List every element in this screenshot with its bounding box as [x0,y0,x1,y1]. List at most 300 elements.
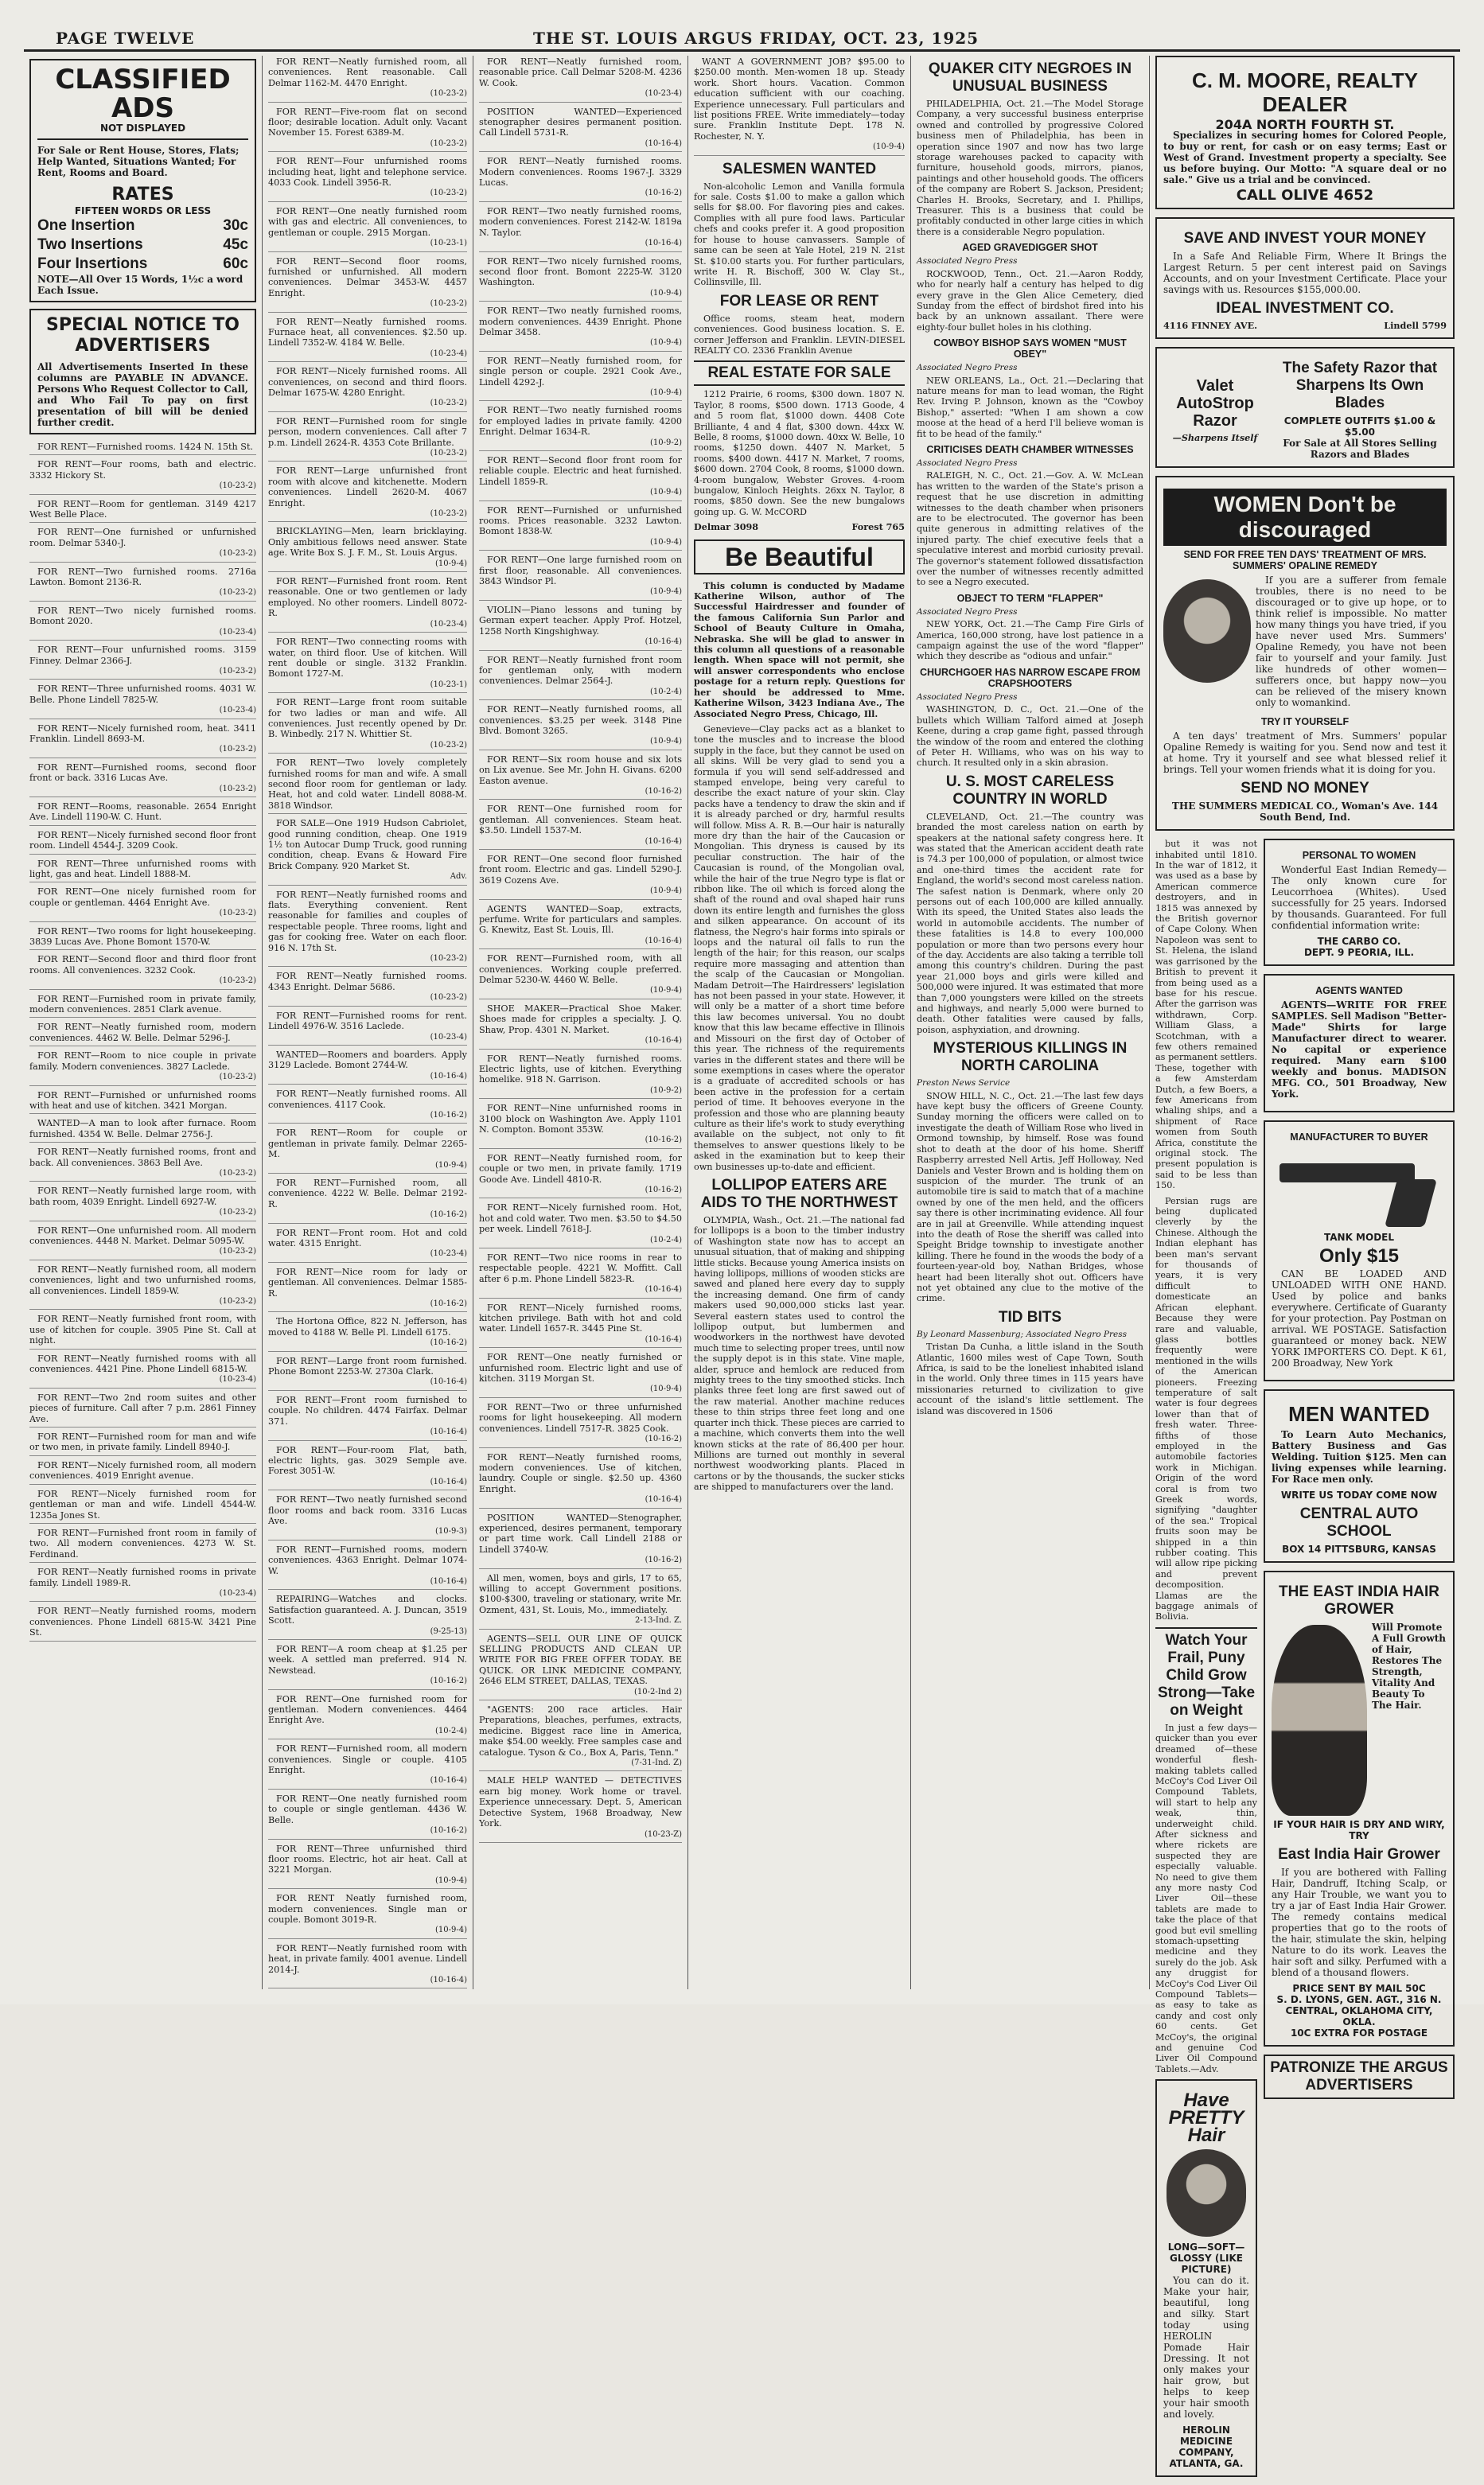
rates-note: NOTE—All Over 15 Words, 1½c a word Each Issue. [37,274,243,296]
be-beautiful-text: Genevieve—Clay packs act as a blanket to tone the muscles and to increase the blood supply in the face, but they cannot be used on all skins. Will be very glad to send you a formula if you will send self-addressed and stamped envelope, being very careful to describe the exact nature of your skin. Clay packs have a tendency to draw the skin and if it is already parched or dry, harmful results will follow. Miss A. R. B.—Our hair is naturally more dry than the hair of the Caucasion or Mongolian. This dryness is caused by its peculiar construction. The hair of the Caucasian is round, of the Mongolian oval, while the hair of the true Negro type is flat or ribbon like. The oil which is forced along the shaft of the round and oval shaped hair runs down its entire length and furnishes the gloss and silken appearance. On account of its flatness, the Negro's hair forms into spirals or loops and the natural oil falls to run the length of the hair; for this reason, our scalps require more massaging and attention than the scalp of the Caucasian or Mongolian. Madam Detroit—The Hairdressers' legislation has not been passed in your state. However, it will only be a matter of a short time before this law becomes universal. You no doubt know that this law became effective in Illinois and Missouri on the first day of October of this year. The richness of the requirements varies in the different states and there will be some exemptions in cases where the operator is a graduate of accredited schools or has been active in the profession for a certain period of time. It behooves everyone in the profession and those who are planning beauty culture as their life's work to study everything available on the subject, not only to fit themselves to answer questions likely to be asked in the examination but to keep their own businesses up-to-date and efficient. [694,723,905,1172]
classified-ad [268,1693,467,1740]
classified-subtitle: NOT DISPLAYED [99,123,186,134]
ad-text: FOR RENT—Two nicely furnished rooms. Bomont 2020. [29,605,256,627]
flapper-body: NEW YORK, Oct. 21.—The Camp Fire Girls of America, 160,000 strong, have lost patience in a campaign against the use of the word "flapper" which they describe as "odious and unfair." [917,619,1143,662]
classified-ad [29,605,256,641]
ad-text: FOR RENT—Furnished front room in family of two. All modern conveniences. 4273 W. St. Ferdinand. [29,1527,256,1560]
classified-ad [479,1053,682,1100]
ad-text: FOR RENT—One neatly furnished room to couple or single gentleman. 4436 W. Belle. [268,1793,467,1825]
classified-ad [268,1743,467,1790]
classified-ad [29,458,256,494]
ad-date: (10-23-2) [219,549,256,559]
phone: Forest 765 [851,521,905,533]
careless-body: CLEVELAND, Oct. 21.—The country was branded the most careless nation on earth by speakers at the national safety congress here. It was stated that the American accident death rate is 74.3 per 100,000 of population, or almost twice and one-third times the accident rate for England, the world's second most careless nation. The safest nation is Denmark, where only 20 persons out of each 100,000 are killed annually. With its speed, the United States also leads the world in automobile accidents. The number of these fatalities is 14.8 to every 100,000 population or more than two persons every hour of the day. Accidents are also taking a terrible toll among this country's children. During the past year 21,000 boys and girls were killed and 500,000 were injured. It was estimated that more than 7,000 youngsters were killed on the streets and highways, and nearly 5,000 were burned to death. Other fatalities were caused by falls, poison, asphyxiation, and drowning. [917,811,1143,1035]
column-6 [1150,56,1460,2470]
page-number: PAGE TWELVE [56,29,195,48]
ad-text: FOR RENT—Furnished room, all modern conveniences. Single or couple. 4105 Enright. [268,1743,467,1776]
classified-ad [268,106,467,153]
byline: By Leonard Massenburg; Associated Negro Press [917,1329,1128,1339]
ad-text: FOR RENT—Room for couple or gentleman in private family. Delmar 2265-M. [268,1128,467,1160]
ad-text: FOR RENT—Large front room furnished. Phone Bomont 2253-W. 2730a Clark. [268,1355,467,1377]
ad-date: (10-9-4) [434,559,467,568]
classified-ad [29,526,256,562]
notice-title: SPECIAL NOTICE TO ADVERTISERS [46,315,240,356]
ad-text: FOR RENT—Neatly furnished room with heat, in private family. 4001 avenue. Lindell 2014-J. [268,1942,467,1975]
ad-text: FOR RENT—Furnished room for man and wife or two men, in private family. Lindell 8940-J. [29,1431,256,1453]
classified-ad [479,1003,682,1050]
classified-title: CLASSIFIED ADS [55,64,231,124]
ad-text: "AGENTS: 200 race articles. Hair Preparations, bleaches, perfumes, extracts, medicine. Biggest race line in America, make $54.00 weekly. Free samples case and catalogue. Tyson & Co., Box A, Paris, Tenn." [479,1704,682,1758]
classified-ad [29,566,256,602]
ad-date: (10-9-4) [649,288,682,298]
ad-text: FOR RENT—One furnished room for gentleman. Modern conveniences. 4464 Enright Ave. [268,1693,467,1726]
moore-title: C. M. MOORE, REALTY DEALER [1191,68,1419,116]
rate-label: Two Insertions [37,236,143,253]
ad-date: (10-16-2) [430,1110,467,1120]
ad-text: FOR RENT—Nicely furnished rooms. All conveniences, on second and third floors. Delmar 1675-W. 4280 Enright. [268,366,467,398]
ad-text: FOR RENT—Neatly furnished rooms. All conveniences. 4117 Cook. [268,1089,467,1110]
classified-ad [29,1313,256,1349]
classified-ad [479,56,682,103]
ad-date: (10-16-2) [645,189,682,198]
ad-date: (10-16-4) [645,1036,682,1046]
classified-ad [29,993,256,1019]
women-main [1163,575,1447,713]
ad-text: FOR RENT—Furnished room in private family, modern conveniences. 2851 Clark avenue. [29,993,256,1015]
ad-text: FOR RENT—Neatly furnished front room for gentleman only, with modern conveniences. Delmar 2564-J. [479,654,682,687]
classified-ad [268,1127,467,1174]
rates-subtitle: FIFTEEN WORDS OR LESS [74,205,212,216]
ad-text: WANT A GOVERNMENT JOB? $95.00 to $250.00 month. Men-women 18 up. Steady work. Short hours. Vacation. Common education sufficient with our coaching. Experience unnecessary. Full particulars and list positions FREE. Write immediately—today sure. Franklin Institute Dept. 178 N. Rochester, N. Y. [694,56,905,142]
ad-text: FOR SALE—One 1919 Hudson Cabriolet, good running condition, cheap. One 1919 1½ ton Autocar Dump Truck, good running condition, cheap. Evans & Howard Fire Brick Company. 920 Market St. [268,818,467,871]
gun-title: MANUFACTURER TO BUYER [1290,1131,1428,1143]
classified-ad [29,1459,256,1485]
classified-ad [29,1225,256,1260]
ad-text: FOR RENT—Furnished rooms, modern conveniences. 4363 Enright. Delmar 1074-W. [268,1544,467,1576]
ad-date: (10-23-2) [430,449,467,458]
madison-agents-ad [1264,974,1455,1112]
ad-date: (10-16-4) [430,1477,467,1486]
ad-date: (10-16-4) [430,1377,467,1387]
ad-date: (10-23-2) [219,1168,256,1178]
ad-date: (10-23-2) [219,1208,256,1217]
rate-row [37,255,248,274]
ad-text: FOR RENT—Four rooms, bath and electric. 3332 Hickory St. [29,459,256,481]
lease-title: FOR LEASE OR RENT [719,292,879,310]
ad-date: (10-2-4) [649,687,682,696]
revolver-image [1272,1147,1447,1227]
valet-copy [1273,355,1447,460]
classified-ad [268,255,467,313]
flapper-title: OBJECT TO TERM "FLAPPER" [956,592,1104,604]
ad-text: FOR RENT—Second floor front room for reliable couple. Electric and heat furnished. Lindell 1859-R. [479,455,682,487]
ad-date: (10-16-4) [645,239,682,248]
ad-date: (10-2-4) [434,1726,467,1735]
ad-text: FOR RENT—Neatly furnished rooms. Electric lights, use of kitchen. Everything homelike. 918 N. Garrison. [479,1053,682,1085]
classified-ad [479,1252,682,1299]
byline: Associated Negro Press [917,256,1018,267]
classified-list-2 [268,56,467,1988]
chamber-body: RALEIGH, N. C., Oct. 21.—Gov. A. W. McLean has written to the warden of the State's prison a request that he use discretion in admitting witnesses to the death chamber when prisoners are to be electrocuted. The governor has been quite generous in admitting relatives of the injured party. The chief executive feels that a speculative interest and morbid curiosity prevail. The governor's statement followed dissatisfaction over the number of witnesses recently admitted to see a Negro executed. [917,470,1143,588]
byline: Associated Negro Press [917,606,1018,617]
herolin-ad [1155,2079,1257,2477]
ad-date: (10-16-4) [645,1285,682,1295]
ad-date: 2-13-Ind. Z. [635,1616,682,1626]
classified-ad [29,1264,256,1311]
ad-text: FOR RENT—Furnished room for single person, modern conveniences. Call after 7 p.m. Lindell 2624-R. 4353 Cote Brillante. [268,415,467,448]
classified-ad [479,355,682,402]
classified-ad [479,106,682,153]
ad-text: FOR RENT—Furnished or unfurnished rooms. Prices reasonable. 3232 Lawton. Bomont 1838-W. [479,504,682,537]
ad-text: FOR RENT—Nicely furnished room, all modern conveniences. 4019 Enright avenue. [29,1459,256,1482]
classified-ad [29,1527,256,1563]
ad-date: (10-23-4) [219,706,256,715]
ad-date: (10-23-1) [430,239,467,248]
classified-ad [268,575,467,633]
rate-label: Four Insertions [37,255,148,272]
women-body: If you are a sufferer from female troubles, there is no need to be discouraged or to give up hope, or to think relief is impossible. No matter how many things you have tried, if you have never used Mrs. Summers' Opaline Remedy, you have not been fair to yourself and your family. Just like hundreds of other women—sufferers once, but happy now—you can be relieved of the misery known only to womankind. [1256,575,1447,709]
women-try-body: A ten days' treatment of Mrs. Summers' popular Opaline Remedy is waiting for you. Send now and test it at home. Try it yourself and see what blessed relief it brings. Tell your women friends what it is doing for you. [1163,730,1447,776]
ad-text: FOR RENT—Rooms, reasonable. 2654 Enright Ave. Lindell 1190-W. C. Hunt. [29,800,256,823]
ad-date: (10-23-4) [430,619,467,629]
right-ads-column [1264,839,1455,2485]
classified-ad [29,644,256,680]
ad-text: FOR RENT—Neatly furnished rooms. 4343 Enright. Delmar 5686. [268,971,467,992]
ad-text: FOR RENT—Two rooms for light housekeeping. 3839 Lucas Ave. Phone Bomont 1570-W. [29,925,256,948]
classified-ad [29,1353,256,1389]
classified-ad [268,1942,467,1989]
ad-date: (10-9-4) [872,142,905,152]
classified-ad [479,654,682,701]
ad-text: FOR RENT—One furnished or unfurnished room. Delmar 5340-J. [29,527,256,548]
ad-date: (10-23-2) [430,954,467,964]
ad-text: FOR RENT—Nice room for lady or gentleman. All conveniences. Delmar 1585-R. [268,1266,467,1299]
classified-ad [268,205,467,252]
ad-text: FOR RENT—Neatly furnished front room, with use of kitchen for couple. 3905 Pine St. Call at night. [29,1314,256,1346]
phone: Delmar 3098 [694,521,759,533]
ad-date: (10-23-2) [219,976,256,986]
ad-text: FOR RENT—Nicely furnished room for gentleman or man and wife. Lindell 4544-W. 1235a Jones St. [29,1488,256,1521]
classified-ad [268,316,467,363]
classified-ad [29,1566,256,1602]
personal-title: PERSONAL TO WOMEN [1302,850,1416,862]
classified-ad [479,305,682,352]
valet-note: For Sale at All Stores Selling Razors and Blades [1283,438,1437,461]
ad-text: WANTED—Roomers and boarders. Apply 3129 Laclede. Bomont 2744-W. [268,1049,467,1071]
ad-date: (10-16-2) [645,1556,682,1565]
save-contact [1163,321,1447,331]
ad-text: FOR RENT—Front room. Hot and cold water. 4315 Enright. [268,1227,467,1248]
classified-ad [29,1185,256,1221]
ad-text: FOR RENT—Two 2nd room suites and other pieces of furniture. Call after 7 p.m. 2861 Finney Ave. [29,1392,256,1424]
woman-portrait-image [1167,2149,1246,2237]
column-4 [688,56,911,1989]
rate-row [37,216,248,236]
ad-date: (10-23-2) [219,784,256,793]
ad-date: (10-16-4) [645,836,682,846]
classified-ad [479,1572,682,1630]
personal-address: DEPT. 9 PEORIA, ILL. [1303,947,1415,959]
classified-ad [268,1315,467,1351]
gun-price: Only $15 [1318,1245,1400,1268]
ad-date: (10-9-4) [434,1875,467,1885]
personal-company: THE CARBO CO. [1317,936,1401,948]
classified-ad [29,1392,256,1428]
classified-ad [29,886,256,921]
ad-date: (10-9-4) [649,587,682,597]
ad-text: FOR RENT—Two neatly furnished rooms, modern conveniences. Forest 2142-W. 1819a N. Taylor. [479,205,682,238]
classified-ad [479,903,682,950]
ad-text: FOR RENT—Two connecting rooms with water, on third floor. Use of kitchen. Will rent double or single. 3132 Franklin. Bomont 1727-M. [268,637,467,680]
ad-date: (10-16-4) [430,1576,467,1586]
hair-side: Will Promote A Full Growth of Hair, Restores The Strength, Vitality And Beauty To The Hair. [1372,1622,1446,1712]
salesmen-body: Non-alcoholic Lemon and Vanilla formula for sale. Costs $1.00 to make a gallon which sells for $8.00. For flavoring pies and cakes. Complies with all pure food laws. Particular chefs and cooks prefer it. A good proposition for house to house canvassers. Sample of same can be seen at Yale Hotel, 219 N. 21st St. $10.00 starts you. For further particulars, write H. R. Bischoff, 300 W. Clay St., Collinsville, Ill. [694,181,905,288]
classified-ad [268,889,467,968]
ad-date: (10-16-2) [430,1826,467,1836]
ad-date: (9-25-13) [430,1626,467,1636]
ad-date: (10-23-2) [430,399,467,408]
byline: Preston News Service [917,1078,1011,1089]
classified-ad [29,925,256,951]
save-name: IDEAL INVESTMENT CO. [1216,299,1394,317]
classified-ad [268,1793,467,1840]
ad-date: (10-2-Ind 2) [634,1687,682,1696]
ad-text: FOR RENT—One large furnished room on first floor, reasonable. All conveniences. 3843 Windsor Pl. [479,555,682,587]
classified-ad [268,1494,467,1540]
classified-ad [268,1177,467,1224]
ad-text: FOR RENT—Furnished rooms for rent. Lindell 4976-W. 3516 Laclede. [268,1010,467,1032]
pretty-hair-company: HEROLIN MEDICINE COMPANY, ATLANTA, GA. [1169,2425,1244,2470]
classified-ad [479,703,682,750]
classified-ad [479,754,682,800]
moore-phone: CALL OLIVE 4652 [1236,187,1374,204]
frail-child-title: Watch Your Frail, Puny Child Grow Strong—Take on Weight [1155,1627,1257,1720]
ad-date: (10-16-2) [430,1338,467,1348]
right-lower-row [1155,839,1455,2485]
classified-ad [268,415,467,462]
classified-list-3 [479,56,682,1843]
classified-ad [479,1401,682,1448]
ad-text: FOR RENT—Two furnished rooms. 2716a Lawton. Bomont 2136-R. [29,566,256,588]
be-beautiful-intro: This column is conducted by Madame Katherine Wilson, author of The Successful Hairdresser and founder of the famous California Sun Parlor and School of Beauty Culture in Omaha, Nebraska. She will be glad to answer in this column all questions of a reasonable length. When space will not permit, she will answer correspondents who enclose postage for a return reply. Questions for her should be addressed to Mme. Katherine Wilson, 3423 Indiana Ave., The Associated Negro Press, Chicago, Ill. [694,579,905,719]
classified-ad [268,365,467,412]
ad-date: (10-16-4) [645,1334,682,1344]
church-body: WASHINGTON, D. C., Oct. 21.—One of the bullets which William Talford aimed at Joseph Keene, during a crap game fight, passed through the window of the room and entered the clothing of Peter H. Williams, who was on his way to church. It resulted only in a skin abrasion. [917,704,1143,769]
ad-date: (10-23-2) [219,909,256,918]
ad-date: (10-16-4) [645,936,682,945]
rates-title: RATES [111,185,174,204]
ad-text: POSITION WANTED—Stenographer, experienced, desires permanent, temporary or part time work. Call Lindell 2188 or Lindell 3740-W. [479,1512,682,1555]
agents-body: AGENTS—WRITE FOR FREE SAMPLES. Sell Madison "Better-Made" Shirts for large Manufacturer direct to wearer. No capital or experience required. Many earn $100 weekly and bonus. MADISON MFG. CO., 501 Broadway, New York. [1272,999,1447,1100]
ad-date: (10-16-4) [645,637,682,647]
ad-date: (10-23-2) [430,89,467,99]
classified-ad [29,1050,256,1085]
ad-date: (10-16-2) [430,1299,467,1309]
classified-ad [268,757,467,814]
ad-date: (10-16-4) [430,1975,467,1984]
classified-ad [29,1431,256,1456]
ad-date: (10-23-2) [219,588,256,598]
classified-ad [29,1488,256,1524]
ad-text: FOR RENT Neatly furnished room, modern conveniences. Single man or couple. Bomont 3019-R. [268,1893,467,1925]
ad-date: (10-16-2) [645,1435,682,1444]
byline: Associated Negro Press [917,691,1018,702]
gun-model: TANK MODEL [1323,1232,1394,1244]
special-notice [29,309,256,434]
ad-date: (10-16-4) [430,1776,467,1786]
ad-date: (10-23-2) [219,1297,256,1306]
classified-ad [479,1102,682,1149]
gun-body: CAN BE LOADED AND UNLOADED WITH ONE HAND. Used by police and banks everywhere. Certificate of Guaranty for your protection. Pay Postman on arrival. WE POSTAGE. Satisfaction guaranteed or money back. NEW YORK IMPORTERS CO. Dept. K 61, 200 Broadway, New York [1272,1268,1447,1369]
ad-date: (10-23-2) [430,189,467,198]
notice-body: All Advertisements Inserted In these columns are PAYABLE IN ADVANCE. Persons Who Request Collector to Call, and Who Fail To pay on first presentation of bill will be denied further credit. [37,361,248,428]
valet-razor-ad [1155,347,1455,468]
classified-ad [268,56,467,103]
ad-text: FOR RENT—Neatly furnished rooms, all conveniences. $3.25 per week. 3148 Pine Blvd. Bomont 3265. [479,704,682,736]
auto-school-name: CENTRAL AUTO SCHOOL [1299,1505,1419,1540]
ad-date: (10-23-4) [430,1249,467,1259]
rate-row [37,236,248,255]
classified-ad [479,1202,682,1248]
ad-text: FOR RENT—One furnished room for gentleman. All conveniences. Steam heat. $3.50. Lindell 1537-M. [479,804,682,836]
ad-text: BRICKLAYING—Men, learn bricklaying. Only ambitious fellows need answer. State age. Write Box S. J. F. M., St. Louis Argus. [268,526,467,559]
ad-date: (10-23-4) [219,1375,256,1385]
rate-price: 45c [223,236,248,253]
ad-text: FOR RENT—One neatly furnished room with gas and electric. All conveniences, to gentleman or couple. 2915 Morgan. [268,205,467,238]
ad-text: FOR RENT—Front room furnished to couple. No children. 4474 Fairfax. Delmar 371. [268,1394,467,1427]
ad-text: FOR RENT—Neatly furnished room, all modern conveniences, light and two unfurnished rooms, all conveniences. Lindell 1859-W. [29,1264,256,1296]
ad-text: FOR RENT—Large unfurnished front room with alcove and kitchenette. Modern conveniences. Lindell 2620-M. 4067 Enright. [268,465,467,508]
ad-date: (10-23-2) [430,740,467,750]
rate-price: 30c [223,217,248,234]
ad-text: FOR RENT—Furnished front room. Rent reasonable. One or two gentlemen or lady employed. No other roomers. Lindell 8072-R. [268,576,467,619]
classified-ad [268,1394,467,1441]
salesmen-title: SALESMEN WANTED [722,160,877,177]
phone: Lindell 5799 [1384,319,1447,331]
ad-text: FOR RENT—Neatly furnished room, all conveniences. Rent reasonable. Call Delmar 1162-M. 4470 Enright. [268,56,467,88]
ad-date: (10-9-4) [649,488,682,497]
ad-date: (10-9-4) [649,338,682,348]
classified-ad [479,155,682,202]
ad-text: FOR RENT—Three unfurnished rooms. 4031 W. Belle. Phone Lindell 7825-W. [29,684,256,705]
classified-ad [268,1049,467,1085]
careless-title: U. S. MOST CARELESS COUNTRY IN WORLD [945,773,1115,808]
ad-date: (10-16-4) [430,1428,467,1437]
ad-date: (10-23-4) [645,89,682,99]
hair-title: THE EAST INDIA HAIR GROWER [1279,1583,1439,1618]
ad-date: (10-9-4) [434,1160,467,1170]
auto-school-ad [1264,1389,1455,1563]
classified-ad [268,696,467,754]
classified-ad [29,1117,256,1143]
ad-text: FOR RENT—Two nicely furnished rooms, second floor front. Bomont 2225-W. 3120 Washington. [479,255,682,288]
chamber-title: CRITICISES DEATH CHAMBER WITNESSES [926,443,1134,455]
valet-tag: —Sharpens Itself [1172,431,1258,443]
column-3 [473,56,688,1989]
carbo-ad [1264,839,1455,966]
ad-date: (10-23-4) [430,349,467,358]
killings-title: MYSTERIOUS KILLINGS IN NORTH CAROLINA [933,1040,1128,1075]
byline: Associated Negro Press [917,363,1018,373]
ad-date: (10-23-2) [219,1073,256,1082]
ad-date: (10-23-2) [430,299,467,309]
ad-text: AGENTS—SELL OUR LINE OF QUICK SELLING PRODUCTS AND CLEAN UP. WRITE FOR BIG FREE OFFER TODAY. BE QUICK. OR LINK MEDICINE COMPANY, 2646 ELM STREET, DALLAS, TEXAS. [479,1633,682,1687]
moore-address: 204A NORTH FOURTH ST. [1215,117,1395,132]
ad-text: FOR RENT—A room cheap at $1.25 per week. A settled man preferred. 914 N. Newstead. [268,1644,467,1676]
classified-ad [479,952,682,999]
ad-text: REPAIRING—Watches and clocks. Satisfaction guaranteed. A. J. Duncan, 3519 Scott. [268,1594,467,1626]
ad-date: (10-16-2) [645,786,682,796]
ad-text: FOR RENT—Neatly furnished rooms. Modern conveniences. Rooms 1967-J. 3329 Lucas. [479,156,682,189]
ad-date: (10-23-2) [219,1247,256,1256]
realestate-phones [694,522,905,532]
classified-ad [268,1544,467,1591]
classified-ad [479,454,682,501]
ad-date: (10-9-4) [649,986,682,995]
women-send: SEND NO MONEY [1241,780,1369,797]
classified-ad [479,1512,682,1569]
ad-text: FOR RENT—Neatly furnished rooms, front and back. All conveniences. 3863 Bell Ave. [29,1147,256,1168]
ad-text: FOR RENT—Furnished rooms, second floor front or back. 3316 Lucas Ave. [29,761,256,784]
hair-body: If you are bothered with Falling Hair, Dandruff, Itching Scalp, or any Hair Trouble, we want you to try a jar of East India Hair Grower. The remedy contains medical properties that go to the roots of the hair, stimulate the skin, helping Nature to do its work. Leaves the hair soft and silky. Perfumed with a blend of a thousand flowers. [1272,1867,1447,1979]
tidbits-continued: but it was not inhabited until 1810. In the war of 1812, it was used as a base by American commerce destroyers, and in 1815 was annexed by the British governor of Cape Colony. When Napoleon was sent to St. Helena, the island was garrisoned by the British to prevent it from being used as a base for his rescue. After the garrison was withdrawn, Corp. William Glass, a Scotchman, with a few others remained as permanent settlers. These, together with a few Amsterdam Dutch, a few Boers, a few Americans from whaling ships, and a shipment of Race women from South Africa, constitute the original stock. The present population is said to be less than 150. [1155,839,1257,1191]
column-2 [263,56,473,1989]
long-hair-woman-image [1272,1625,1367,1816]
classified-ad [479,1774,682,1842]
classified-ad [29,761,256,797]
ad-text: FOR RENT—Large front room suitable for two ladies or man and wife. All conveniences. Just recently opened by Dr. B. Winbedly. 217 N. Whittier St. [268,697,467,740]
classified-ad [268,155,467,202]
realestate-title: REAL ESTATE FOR SALE [694,360,905,386]
patronize-banner: PATRONIZE THE ARGUS ADVERTISERS [1264,2055,1455,2099]
ad-text: AGENTS WANTED—Soap, extracts, perfume. Write for particulars and samples. G. Knewitz, East St. Louis, Ill. [479,903,682,936]
agents-title: AGENTS WANTED [1315,985,1403,997]
ad-text: FOR RENT—One unfurnished room. All modern conveniences. 4448 N. Market. Delmar 5095-W. [29,1225,256,1246]
ad-date: (10-9-4) [649,1385,682,1394]
east-india-hair-ad [1264,1571,1455,2047]
tidbits-facts: Persian rugs are being duplicated cleverly by the Chinese. Although the Indian elephant has been man's servant for thousands of years, it is very difficult to domesticate an African elephant. Because they were rare and valuable, glass bottles frequently were mentioned in the wills of the American pioneers. Freezing temperature of salt water is four degrees lower than that of fresh water. Three-fifths of those employed in the automobile factories work in Michigan. Origin of the word coral is from two Greek words, signifying "daughter of the sea." Tropical fruits soon may be shipped in a thin rubber coating. This will allow ripe picking and prevent decomposition. Llamas are the baggage animals of Bolivia. [1155,1195,1257,1622]
classified-ad [29,953,256,989]
ad-text: FOR RENT—Two nice rooms in rear to respectable people. 4221 W. Moffitt. Call after 6 p.m. Phone Lindell 5823-R. [479,1252,682,1284]
ad-text: FOR RENT—Two neatly furnished second floor rooms and back room. 3316 Lucas Ave. [268,1494,467,1526]
lease-body: Office rooms, steam heat, modern conveniences. Good business location. S. E. corner Jefferson and Franklin. LEVIN-DIESEL REALTY CO. 2336 Franklin Avenue [694,313,905,356]
classified-ad [29,1089,256,1115]
ad-date: (10-9-4) [649,388,682,397]
hair-extra: 10C EXTRA FOR POSTAGE [1290,2027,1428,2039]
masthead [24,5,1460,52]
realestate-body: 1212 Prairie, 6 rooms, $300 down. 1807 N. Taylor, 8 rooms, $500 down. 1713 Goode, 4 and 5 room flat, $1000 down. 4408 Cote Brilliante, 4 and 4 flat, $300 down. 44xx W. Belle, 8 rooms, $1000 down. 40xx W. Belle, 10 rooms, $1250 down. 4407 N. Market, 5 rooms, $400 down. 4417 N. Market, 7 rooms, $600 down. 2704 Cook, 8 rooms, $1000 down. 4-room bungalow, Webster Groves. 4-room bungalow, Kinloch Heights. 26xx N. Taylor, 8 rooms, $850 down. See the new bungalows going up. G. W. McCORD [694,389,905,517]
lollipop-title: LOLLIPOP EATERS ARE AIDS TO THE NORTHWEST [700,1176,898,1211]
ad-date: (10-9-4) [434,1926,467,1935]
classified-ad [268,525,467,572]
ad-text: FOR RENT—Neatly furnished room, modern conveniences. 4462 W. Belle. Delmar 5296-J. [29,1022,256,1043]
personal-body: Wonderful East Indian Remedy—The only known cure for Leucorrhoea (Whites). Used successfully for 25 years. Indorsed by thousands. Guaranteed. For full confidential information write: [1272,864,1447,932]
valet-price: COMPLETE OUTFITS $1.00 & $5.00 [1283,415,1436,438]
ad-text: FOR RENT—Second floor and third floor front rooms. All conveniences. 3232 Cook. [29,954,256,976]
classified-ad [29,829,256,855]
ad-text: FOR RENT—Furnished room, all convenience. 4222 W. Belle. Delmar 2192-R. [268,1177,467,1209]
rate-label: One Insertion [37,217,135,234]
hair-main [1272,1622,1447,1819]
women-offer: SEND FOR FREE TEN DAYS' TREATMENT OF MRS. SUMMERS' OPALINE REMEDY [1183,549,1427,572]
hair-company: S. D. LYONS, GEN. AGT., 316 N. CENTRAL, OKLAHOMA CITY, OKLA. [1276,1994,1442,2028]
ad-date: (10-23-2) [219,666,256,676]
ad-text: FOR RENT—Neatly furnished room, for couple or two men, in private family. 1719 Goode Ave. Lindell 4810-R. [479,1152,682,1185]
ad-text: FOR RENT—Neatly furnished rooms. Furnace heat, all conveniences. $2.50 up. Lindell 7352-W. 4184 W. Belle. [268,316,467,349]
ad-text: FOR RENT—Nine unfurnished rooms in 3100 block on Washington Ave. Apply 1101 N. Compton. Bomont 353W. [479,1103,682,1135]
classified-header [29,59,256,302]
ad-date: (10-16-2) [645,1185,682,1194]
